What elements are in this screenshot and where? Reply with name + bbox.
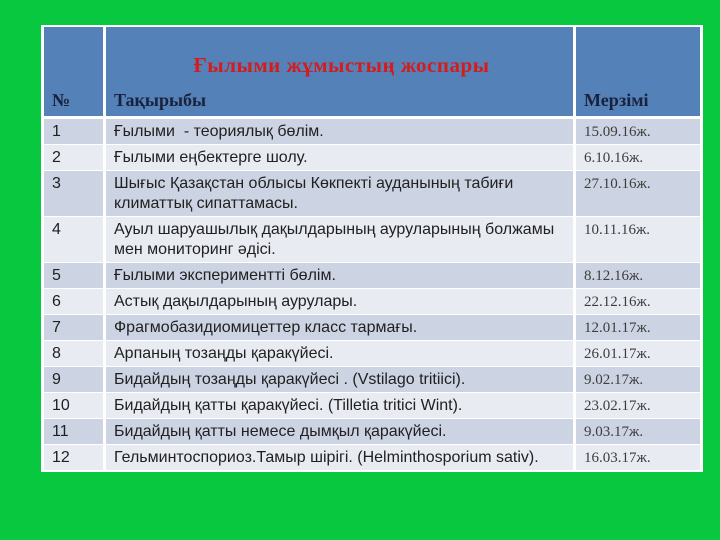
row-number: 11	[43, 419, 105, 445]
table-row	[43, 315, 702, 341]
table-row	[43, 419, 702, 445]
row-date: 8.12.16ж.	[575, 263, 702, 289]
row-topic: Арпаның тозаңды қаракүйесі.	[105, 341, 575, 367]
row-number: 4	[43, 217, 105, 263]
row-date: 23.02.17ж.	[575, 393, 702, 419]
table-row	[43, 289, 702, 315]
row-topic: Астық дақылдарының аурулары.	[105, 289, 575, 315]
row-number: 2	[43, 145, 105, 171]
row-topic: Ғылыми - теориялық бөлім.	[105, 118, 575, 145]
row-topic: Фрагмобазидиомицеттер класс тармағы.	[105, 315, 575, 341]
row-number: 12	[43, 445, 105, 472]
table-row	[43, 341, 702, 367]
row-date: 26.01.17ж.	[575, 341, 702, 367]
column-header-date: Мерзімі	[575, 26, 702, 118]
row-topic: Ғылыми экспериментті бөлім.	[105, 263, 575, 289]
row-date: 9.03.17ж.	[575, 419, 702, 445]
table-row	[43, 263, 702, 289]
row-date: 6.10.16ж.	[575, 145, 702, 171]
table-row	[43, 217, 702, 263]
row-topic: Бидайдың қатты немесе дымқыл қаракүйесі.	[105, 419, 575, 445]
row-number: 6	[43, 289, 105, 315]
table-row	[43, 367, 702, 393]
row-topic: Гельминтоспориоз.Тамыр шірігі. (Helminthosporium sativ).	[105, 445, 575, 472]
row-topic: Шығыс Қазақстан облысы Көкпекті ауданының табиғи климаттық сипаттамасы.	[105, 171, 575, 217]
row-date: 10.11.16ж.	[575, 217, 702, 263]
science-plan-table	[41, 25, 703, 472]
row-date: 12.01.17ж.	[575, 315, 702, 341]
row-date: 16.03.17ж.	[575, 445, 702, 472]
row-date: 15.09.16ж.	[575, 118, 702, 145]
row-number: 8	[43, 341, 105, 367]
row-date: 9.02.17ж.	[575, 367, 702, 393]
row-date: 22.12.16ж.	[575, 289, 702, 315]
row-topic: Ауыл шаруашылық дақылдарының ауруларының болжамы мен мониторинг әдісі.	[105, 217, 575, 263]
row-number: 1	[43, 118, 105, 145]
row-number: 10	[43, 393, 105, 419]
row-number: 9	[43, 367, 105, 393]
table-row	[43, 393, 702, 419]
row-topic: Бидайдың қатты қаракүйесі. (Tilletia tritici Wint).	[105, 393, 575, 419]
column-header-topic	[105, 26, 575, 118]
row-number: 7	[43, 315, 105, 341]
row-topic: Ғылыми еңбектерге шолу.	[105, 145, 575, 171]
table-header-row	[43, 26, 702, 118]
row-topic: Бидайдың тозаңды қаракүйесі . (Vstilago tritiici).	[105, 367, 575, 393]
row-date: 27.10.16ж.	[575, 171, 702, 217]
column-header-topic-label: Тақырыбы	[114, 90, 207, 110]
row-number: 5	[43, 263, 105, 289]
row-number: 3	[43, 171, 105, 217]
column-header-no: №	[43, 26, 105, 118]
table-row	[43, 445, 702, 472]
table-row	[43, 118, 702, 145]
table-row	[43, 145, 702, 171]
table-title: Ғылыми жұмыстың жоспары	[193, 53, 490, 77]
table-row	[43, 171, 702, 217]
